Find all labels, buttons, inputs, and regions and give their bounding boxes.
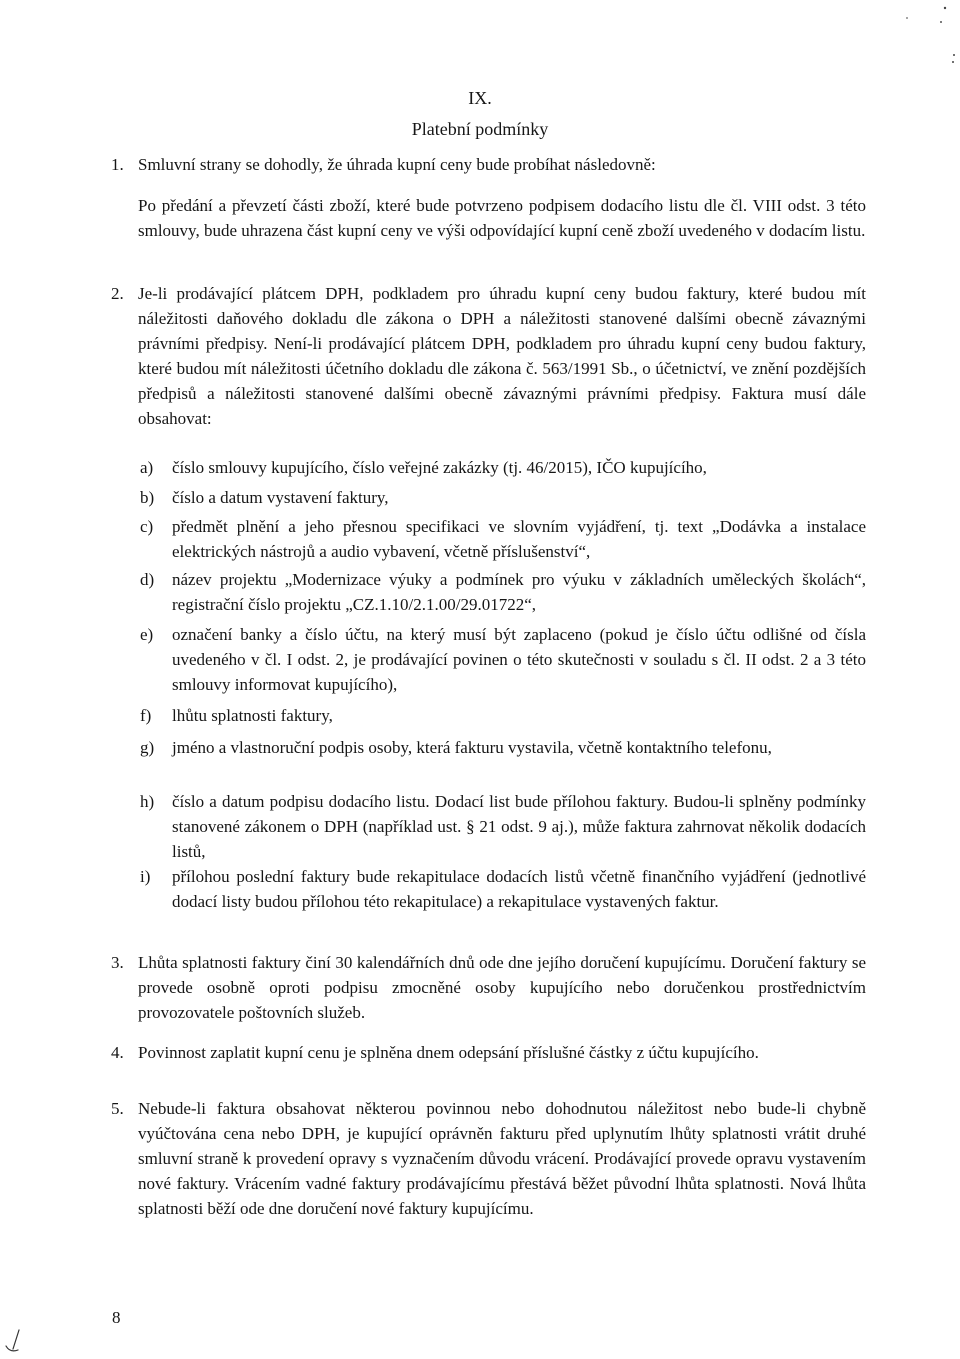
handwritten-tick-mark — [4, 1329, 22, 1355]
paragraph-text: Smluvní strany se dohodly, že úhrada kupní ceny bude probíhat následovně: — [138, 155, 656, 174]
paragraph-1-detail: Po předání a převzetí části zboží, které bude potvrzeno podpisem dodacího listu dle čl. VIII odst. 3 této smlouvy, bude uhrazena část kupní ceny ve výši odpovídající kupní ceně zboží uvedeného v dodacím listu. — [138, 196, 866, 240]
paragraph-number: 3. — [111, 953, 124, 972]
section-number: IX. — [468, 88, 492, 108]
paragraph-text: Lhůta splatnosti faktury činí 30 kalendářních dnů ode dne jejího doručení kupujícímu. Doručení faktury se provede osobně oproti podpisu zmocněné osoby kupujícího nebo doručenkou prostřednictvím provozovatele poštovních služeb. — [138, 953, 866, 1022]
paragraph-text: Nebude-li faktura obsahovat některou povinnou nebo dohodnutou náležitost nebo bude-li chybně vyúčtována cena nebo DPH, je kupující oprávněn fakturu před uplynutím lhůty splatnosti vrátit druhé smluvní straně k provedení opravy s vyznačením důvodu vrácení. Prodávající provede opravu vystavením nové faktury. Vrácením vadné faktury prodávajícímu přestává běžet původní lhůta splatnosti. Nová lhůta splatnosti běží ode dne doručení nové faktury kupujícímu. — [138, 1099, 866, 1218]
list-item-text: číslo a datum vystavení faktury, — [172, 488, 389, 507]
paragraph-2 — [111, 281, 866, 431]
list-item-text: číslo a datum podpisu dodacího listu. Dodací list bude přílohou faktury. Budou-li splněny podmínky stanovené zákonem o DPH (například ust. § 21 odst. 9 aj.), může faktura zahrnovat několik dodacích listů, — [172, 792, 866, 861]
list-item — [140, 735, 866, 760]
page-number: 8 — [112, 1308, 121, 1327]
list-item-label: g) — [140, 738, 155, 757]
paragraph-text: Je-li prodávající plátcem DPH, podkladem pro úhradu kupní ceny budou faktury, které budou mít náležitosti daňového dokladu dle zákona o DPH a náležitosti stanovené dalšími obecně závaznými právními předpisy. Není-li prodávající plátcem DPH, podkladem pro úhradu kupní ceny budou faktury, které budou mít náležitosti účetního dokladu dle zákona č. 563/1991 Sb., o účetnictví, ve znění pozdějších předpisů a náležitosti stanovené dalšími obecně závaznými právními předpisy. Faktura musí dále obsahovat: — [138, 284, 866, 428]
paragraph-number: 1. — [111, 155, 124, 174]
list-item — [140, 622, 866, 697]
paragraph-3 — [111, 950, 866, 1025]
list-item — [140, 485, 866, 510]
list-item-label: i) — [140, 867, 151, 886]
paragraph-1 — [111, 152, 866, 177]
list-item — [140, 514, 866, 564]
list-item — [140, 703, 866, 728]
paragraph-number: 4. — [111, 1043, 124, 1062]
list-item-text: jméno a vlastnoruční podpis osoby, která fakturu vystavila, včetně kontaktního telefonu, — [172, 738, 772, 757]
list-item-text: lhůtu splatnosti faktury, — [172, 706, 333, 725]
list-item-label: c) — [140, 517, 154, 536]
list-item-text: název projektu „Modernizace výuky a podmínek pro výuku v základních uměleckých školách“, registrační číslo projektu „CZ.1.10/2.1.00/29.01722“, — [172, 570, 866, 614]
list-item-label: e) — [140, 625, 154, 644]
list-item-text: předmět plnění a jeho přesnou specifikaci ve slovním vyjádření, tj. text „Dodávka a instalace elektrických nástrojů a audio vybavení, včetně příslušenství“, — [172, 517, 866, 561]
list-item-label: a) — [140, 458, 154, 477]
list-item-text: označení banky a číslo účtu, na který musí být zaplaceno (pokud je číslo účtu odlišné od čísla uvedeného v čl. I odst. 2, je prodávající povinen o této skutečnosti v souladu s čl. II odst. 2 a 3 této smlouvy informovat kupujícího), — [172, 625, 866, 694]
list-item — [140, 789, 866, 864]
list-item-label: b) — [140, 488, 155, 507]
list-item-text: přílohou poslední faktury bude rekapitulace dodacích listů včetně finančního vyjádření (jednotlivé dodací listy budou přílohou této rekapitulace) a rekapitulace vystavených faktur. — [172, 867, 866, 911]
list-item-label: h) — [140, 792, 155, 811]
section-title: Platební podmínky — [411, 119, 549, 139]
list-item — [140, 567, 866, 617]
list-item-label: d) — [140, 570, 155, 589]
list-item-label: f) — [140, 706, 152, 725]
paragraph-4 — [111, 1040, 866, 1065]
scan-speck-marks — [905, 0, 960, 70]
paragraph-number: 2. — [111, 284, 124, 303]
list-item — [140, 455, 866, 480]
list-item — [140, 864, 866, 914]
paragraph-number: 5. — [111, 1099, 124, 1118]
list-item-text: číslo smlouvy kupujícího, číslo veřejné zakázky (tj. 46/2015), IČO kupujícího, — [172, 458, 707, 477]
paragraph-5 — [111, 1096, 866, 1221]
paragraph-text: Povinnost zaplatit kupní cenu je splněna dnem odepsání příslušné částky z účtu kupujícího. — [138, 1043, 759, 1062]
